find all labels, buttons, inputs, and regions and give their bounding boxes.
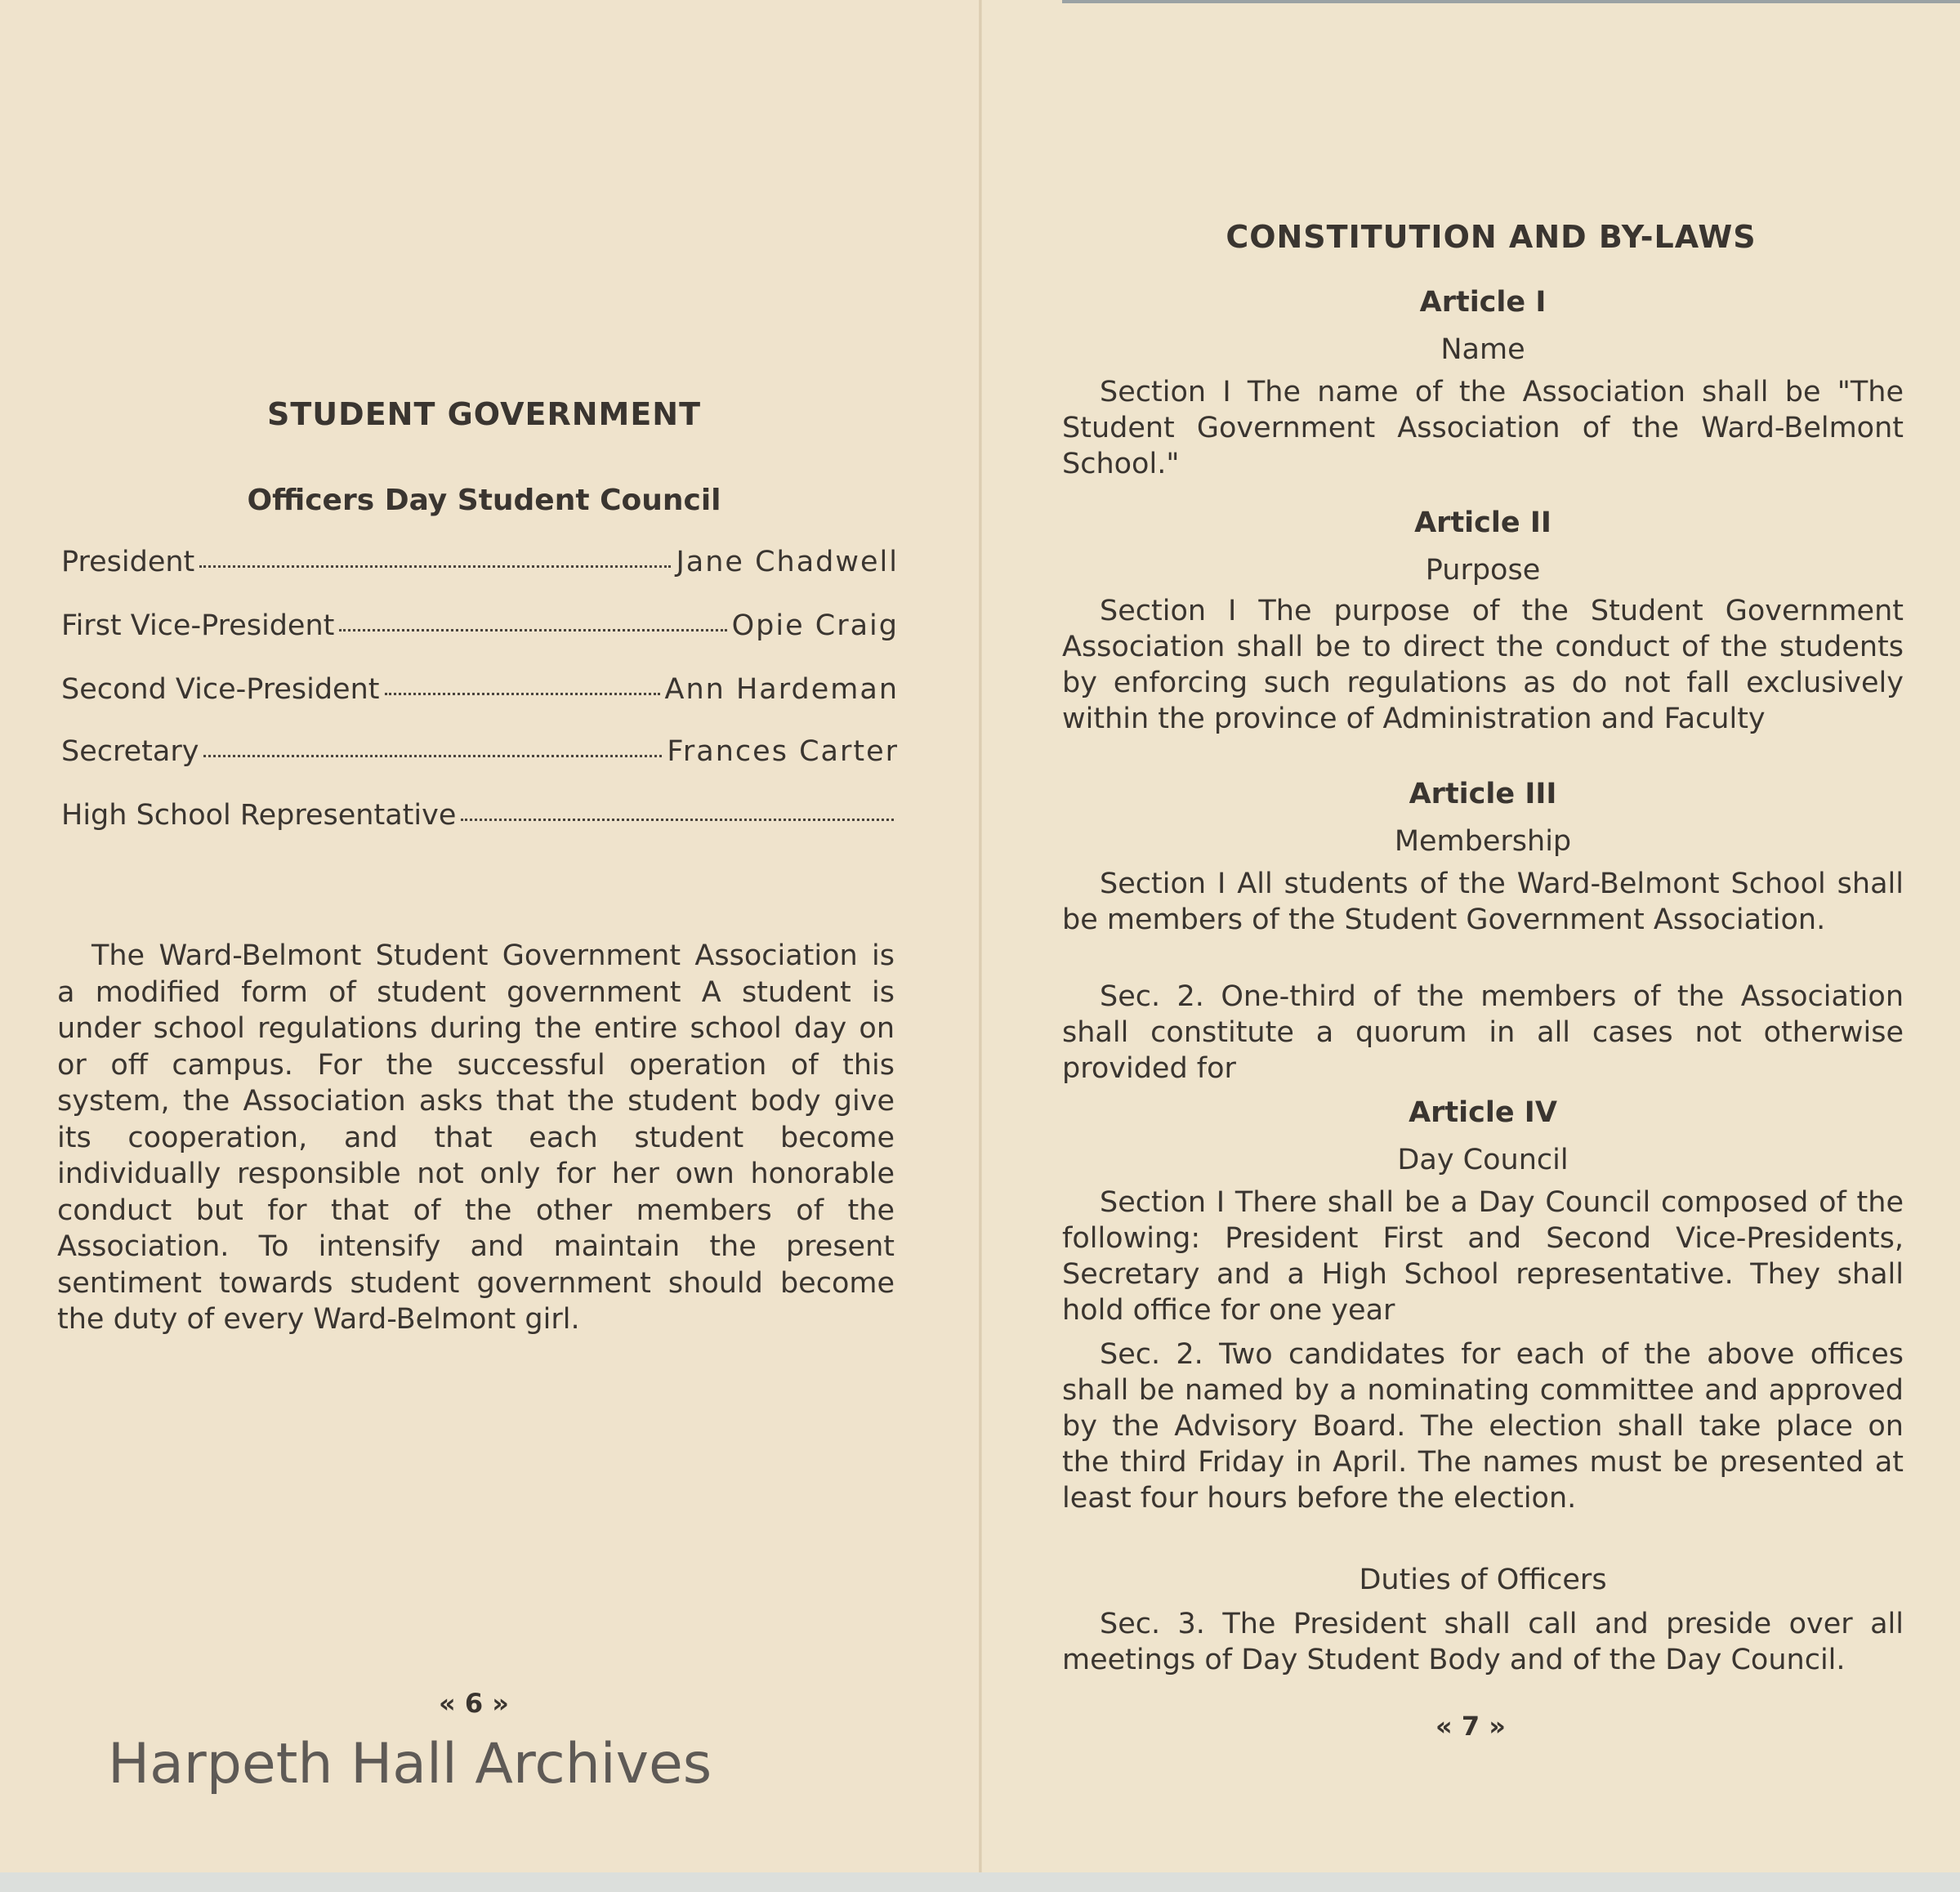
officer-row: [61, 609, 899, 642]
officer-role: Second Vice-President: [61, 673, 380, 706]
page-number-right: « 7 »: [1435, 1711, 1506, 1742]
officer-name: Ann Hardeman: [664, 673, 899, 706]
officer-row: [61, 799, 899, 832]
article-section: Sec. 2. Two candidates for each of the above offices shall be named by a nominating committee and approved by the Advisory Board. The election shall take place on the third Friday in April. The names must be presented at least four hours before the election.: [1062, 1338, 1904, 1515]
officer-role: High School Representative: [61, 799, 457, 832]
article-subtitle: Name: [1440, 333, 1525, 366]
officer-row: [61, 735, 899, 768]
archive-watermark: Harpeth Hall Archives: [108, 1732, 712, 1796]
constitution-heading: CONSTITUTION AND BY-LAWS: [1226, 219, 1757, 255]
officer-row: [61, 546, 899, 578]
officer-name: Opie Craig: [731, 609, 899, 642]
article-section: Section I The purpose of the Student Government Association shall be to direct the conduct of the students by enforcing such regulations as do not fall exclusively within the province of Administration and Faculty: [1062, 595, 1904, 735]
article-subtitle: Purpose: [1425, 554, 1541, 587]
scan-bottom-edge: [0, 1872, 1960, 1892]
article-section: Section I There shall be a Day Council composed of the following: President First and Second Vice-Presidents, Secretary and a High School representative. They shall hold office for one year: [1062, 1186, 1904, 1327]
leader-dots: [339, 628, 726, 631]
article-section: Sec. 3. The President shall call and preside over all meetings of Day Student Body and of the Day Council.: [1062, 1608, 1904, 1676]
officer-role: President: [61, 546, 195, 578]
article-section: Sec. 2. One-third of the members of the Association shall constitute a quorum in all cases not otherwise provided for: [1062, 980, 1904, 1085]
intro-paragraph: The Ward-Belmont Student Government Association is a modified form of student government A student is under school regulations during the entire school day on or off campus. For the successful operation of this system, the Association asks that the student body give its cooperation, and that each student become individually responsible not only for her own honorable conduct but for that of the other members of the Association. To intensify and maintain the present sentiment towards student government should become the duty of every Ward-Belmont girl.: [57, 939, 895, 1336]
article-title: Article III: [1409, 778, 1557, 810]
article-title: Article II: [1414, 506, 1551, 539]
article-title: Article IV: [1409, 1096, 1557, 1129]
officer-name: Jane Chadwell: [676, 546, 899, 578]
article-subtitle: Membership: [1394, 825, 1572, 858]
leader-dots: [385, 692, 660, 695]
page-gutter: [979, 0, 982, 1892]
page-number-left: « 6 »: [439, 1688, 509, 1719]
article-section: Section I The name of the Association shall be "The Student Government Association of the Ward-Belmont School.": [1062, 376, 1904, 480]
officer-row: [61, 673, 899, 706]
officer-role: First Vice-President: [61, 609, 335, 642]
leader-dots: [203, 754, 662, 757]
officers-subheading: Officers Day Student Council: [247, 484, 721, 517]
student-government-heading: STUDENT GOVERNMENT: [267, 396, 701, 432]
duties-subtitle: Duties of Officers: [1359, 1564, 1607, 1596]
officer-role: Secretary: [61, 735, 199, 768]
leader-dots: [461, 818, 894, 821]
scan-top-edge: [1062, 0, 1960, 3]
article-title: Article I: [1419, 286, 1547, 319]
article-subtitle: Day Council: [1397, 1144, 1569, 1176]
article-section: Section I All students of the Ward-Belmont School shall be members of the Student Government Association.: [1062, 868, 1904, 936]
officer-name: Frances Carter: [667, 735, 899, 768]
leader-dots: [199, 564, 671, 568]
